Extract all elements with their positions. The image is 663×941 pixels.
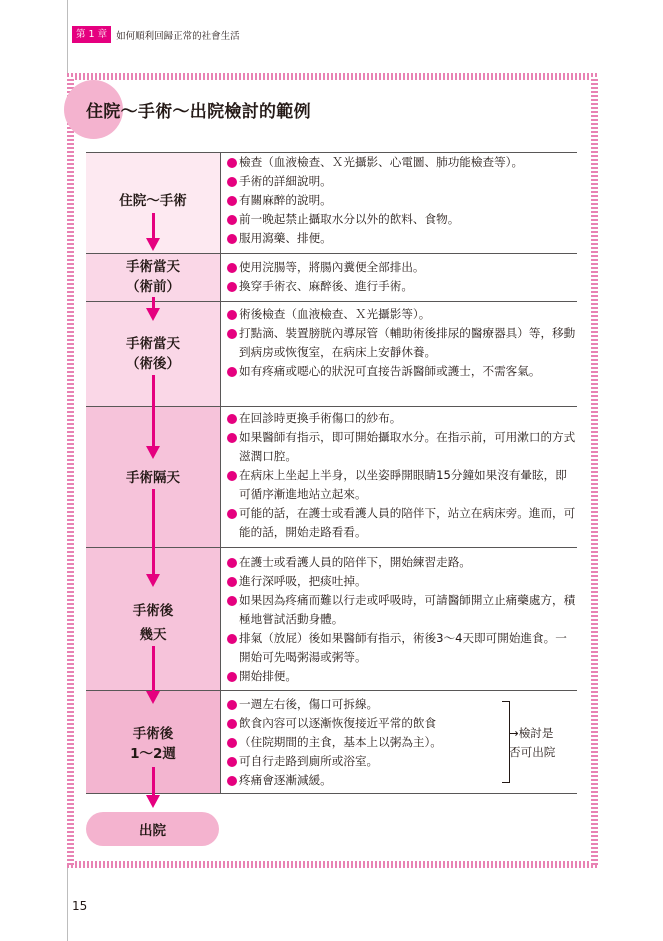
discharge-label: 出院 — [139, 823, 166, 839]
bullet-dot-icon — [227, 414, 237, 424]
list-item: 打點滴、裝置膀胱內導尿管（輔助術後排尿的醫療器具）等，移動到病房或恢復室，在病床上安靜休養。 — [227, 324, 577, 362]
note-line2: 否可出院 — [509, 745, 556, 759]
bullet-dot-icon — [227, 738, 237, 748]
frame-bottom-border — [67, 861, 598, 868]
list-item: 檢查（血液檢查、Ｘ光攝影、心電圖、肺功能檢查等）。 — [227, 153, 577, 172]
stage-label-weeks-after — [86, 723, 220, 765]
list-item: 開始排便。 — [227, 667, 577, 686]
list-item: 排氣（放屁）後如果醫師有指示，術後3～4天即可開始進食。一開始可先喝粥湯或粥等。 — [227, 629, 577, 667]
bullet-dot-icon — [227, 158, 237, 168]
list-item: 手術的詳細說明。 — [227, 172, 577, 191]
list-item: 有關麻醉的說明。 — [227, 191, 577, 210]
chapter-title: 如何順利回歸正常的社會生活 — [116, 30, 240, 42]
list-item: 如有疼痛或噁心的狀況可直接告訴醫師或護士，不需客氣。 — [227, 362, 577, 381]
list-item: 一週左右後，傷口可拆線。 — [227, 695, 505, 714]
list-item: 如果因為疼痛而難以行走或呼吸時，可請醫師開立止痛藥處方，積極地嘗試活動身體。 — [227, 591, 577, 629]
flow-arrow-head-icon — [146, 308, 160, 321]
list-item: 換穿手術衣、麻醉後、進行手術。 — [227, 277, 577, 296]
bullet-dot-icon — [227, 700, 237, 710]
bullet-dot-icon — [227, 672, 237, 682]
bullet-dot-icon — [227, 577, 237, 587]
note-line1: →檢討是 — [509, 726, 554, 740]
stage-items-weeks-after — [227, 695, 505, 790]
stage-label-line1: 手術後 — [132, 603, 174, 619]
flow-arrow-head-icon — [146, 691, 160, 704]
row-divider — [86, 253, 577, 254]
flow-arrow-head-icon — [146, 446, 160, 459]
row-divider — [86, 793, 577, 794]
bullet-dot-icon — [227, 310, 237, 320]
stage-label-surgery-day-before — [86, 257, 220, 297]
list-item: 前一晚起禁止攝取水分以外的飲料、食物。 — [227, 210, 577, 229]
flow-arrow-shaft — [152, 213, 155, 240]
stage-label-days-after — [86, 601, 220, 645]
bullet-dot-icon — [227, 776, 237, 786]
flow-arrow-shaft — [152, 646, 155, 692]
stage-label-text: 手術隔天 — [126, 470, 180, 486]
bullet-dot-icon — [227, 509, 237, 519]
flow-arrow-shaft — [152, 489, 155, 575]
stage-label-text: 住院～手術 — [119, 193, 187, 209]
frame-right-border — [591, 77, 598, 865]
column-divider — [220, 152, 221, 793]
bullet-dot-icon — [227, 196, 237, 206]
stage-label-line2: 1～2週 — [130, 746, 176, 762]
flow-arrow-shaft — [152, 375, 155, 447]
flow-arrow-head-icon — [146, 238, 160, 251]
section-title: 住院～手術～出院檢討的範例 — [86, 102, 311, 122]
row-divider — [86, 547, 577, 548]
list-item: （住院期間的主食，基本上以粥為主）。 — [227, 733, 505, 752]
list-item: 服用瀉藥、排便。 — [227, 229, 577, 248]
row-divider — [86, 301, 577, 302]
list-item: 可能的話，在護士或看護人員的陪伴下，站立在病床旁。進而，可能的話，開始走路看看。 — [227, 504, 577, 542]
bullet-dot-icon — [227, 433, 237, 443]
bullet-dot-icon — [227, 757, 237, 767]
stage-label-surgery-day-after — [86, 333, 220, 375]
list-item: 在護士或看護人員的陪伴下，開始練習走路。 — [227, 553, 577, 572]
list-item: 進行深呼吸，把痰吐掉。 — [227, 572, 577, 591]
bullet-dot-icon — [227, 215, 237, 225]
list-item: 在病床上坐起上半身，以坐姿睜開眼睛15分鐘如果沒有暈眩，即可循序漸進地站立起來。 — [227, 466, 577, 504]
stage-label-line2: （術後） — [126, 356, 180, 372]
chapter-badge: 第 1 章 — [72, 26, 111, 43]
flow-arrow-head-icon — [146, 795, 160, 808]
stage-items-next-day — [227, 409, 577, 542]
list-item: 術後檢查（血液檢查、Ｘ光攝影等）。 — [227, 305, 577, 324]
stage-label-line1: 手術當天 — [126, 336, 180, 352]
row-divider — [86, 406, 577, 407]
list-item: 可自行走路到廁所或浴室。 — [227, 752, 505, 771]
page-number: 15 — [72, 899, 88, 913]
bullet-dot-icon — [227, 263, 237, 273]
list-item: 疼痛會逐漸減緩。 — [227, 771, 505, 790]
bullet-dot-icon — [227, 719, 237, 729]
stage-items-days-after — [227, 553, 577, 686]
bullet-dot-icon — [227, 329, 237, 339]
discharge-box — [86, 812, 219, 846]
stage-items-admission — [227, 153, 577, 248]
list-item: 在回診時更換手術傷口的紗布。 — [227, 409, 577, 428]
bullet-dot-icon — [227, 596, 237, 606]
bullet-dot-icon — [227, 177, 237, 187]
discharge-review-note — [509, 724, 555, 762]
flow-arrow-shaft — [152, 767, 155, 796]
bullet-dot-icon — [227, 558, 237, 568]
stage-label-next-day — [86, 467, 220, 489]
bullet-dot-icon — [227, 282, 237, 292]
chapter-header — [72, 26, 240, 43]
stage-label-line2: 幾天 — [139, 627, 167, 643]
bullet-dot-icon — [227, 634, 237, 644]
stage-label-line1: 手術當天 — [126, 259, 180, 275]
stage-items-surgery-day-after — [227, 305, 577, 381]
flow-arrow-head-icon — [146, 574, 160, 587]
list-item: 如果醫師有指示，即可開始攝取水分。在指示前，可用漱口的方式滋潤口腔。 — [227, 428, 577, 466]
list-item: 使用浣腸等，將腸內糞便全部排出。 — [227, 258, 577, 277]
list-item: 飲食內容可以逐漸恢復接近平常的飲食 — [227, 714, 505, 733]
bullet-dot-icon — [227, 471, 237, 481]
stage-items-surgery-day-before — [227, 258, 577, 296]
stage-label-line1: 手術後 — [132, 726, 174, 742]
frame-left-border — [67, 77, 74, 865]
bullet-dot-icon — [227, 234, 237, 244]
frame-top-border — [67, 73, 598, 80]
bullet-dot-icon — [227, 367, 237, 377]
stage-label-line2: （術前） — [126, 279, 180, 295]
